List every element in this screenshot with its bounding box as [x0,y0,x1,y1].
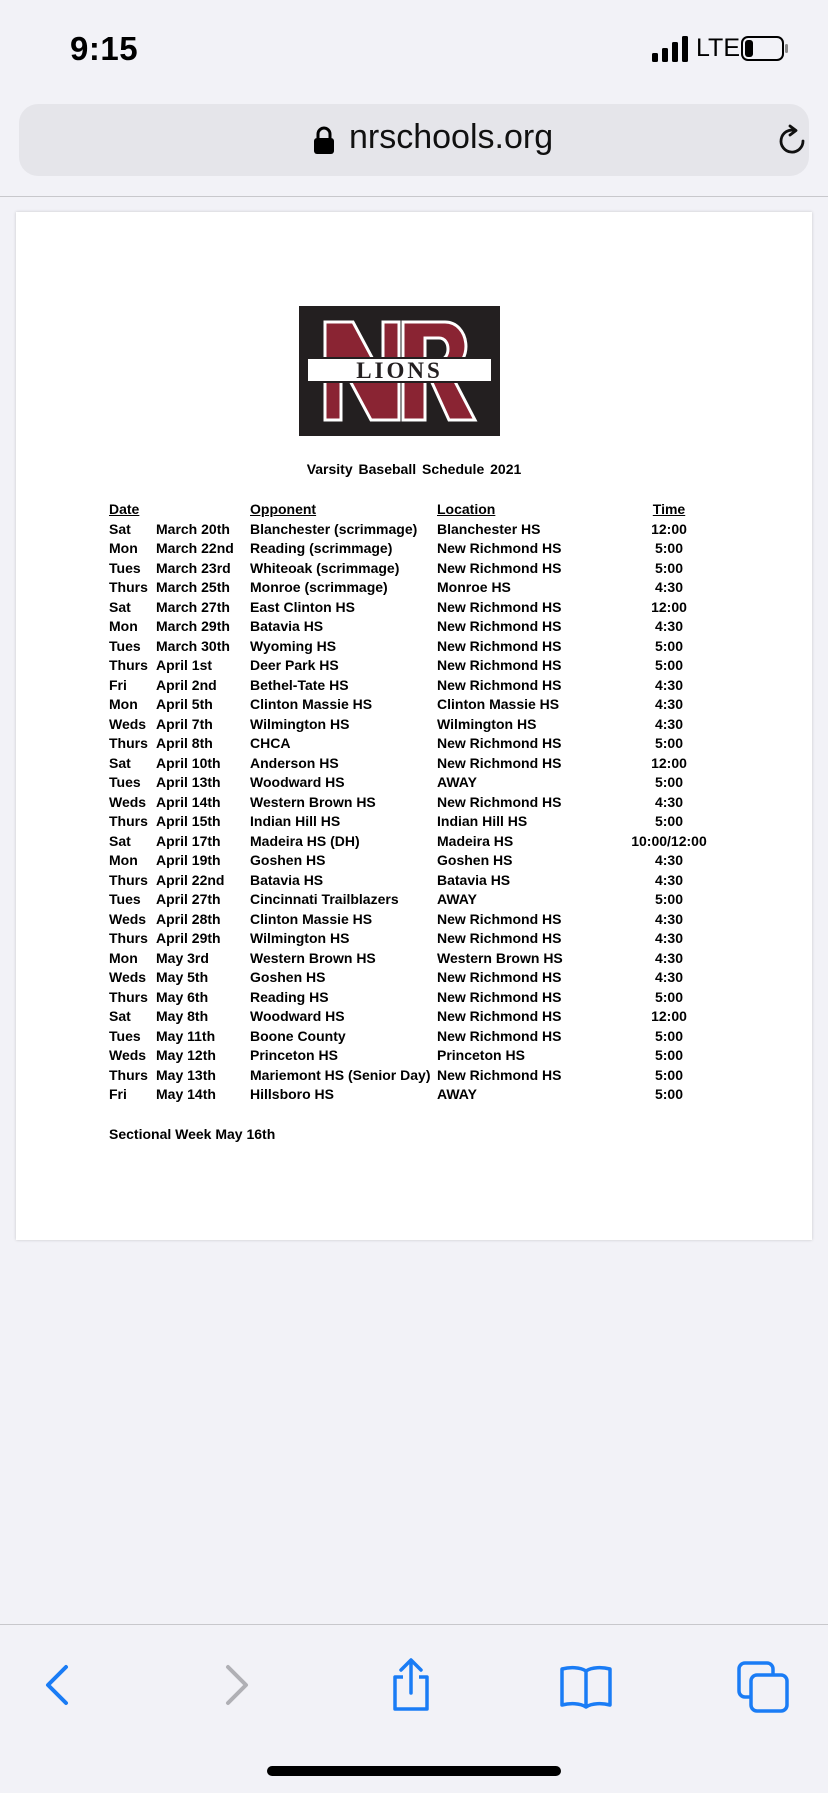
cell-location: New Richmond HS [437,559,562,576]
table-row [109,851,729,871]
reload-icon[interactable] [775,124,809,158]
table-row [109,559,729,579]
cell-opponent: Western Brown HS [250,949,376,966]
cell-location: Madeira HS [437,832,514,849]
table-row [109,578,729,598]
cell-location: New Richmond HS [437,793,562,810]
cell-time: 5:00 [654,1086,684,1102]
cell-date: May 11th [156,1027,216,1044]
table-row [109,832,729,852]
cell-location: New Richmond HS [437,969,562,985]
cell-location: Blanchester HS [437,520,541,537]
table-row [109,968,729,988]
cell-opponent: Western Brown HS [250,793,376,810]
cell-time: 4:30 [654,969,684,985]
cell-day: Mon [109,852,138,868]
cell-location: AWAY [437,1086,477,1102]
cell-day: Mon [109,949,138,966]
address-bar[interactable] [19,104,809,176]
cell-opponent: Reading (scrimmage) [250,540,393,556]
cell-location: New Richmond HS [437,1027,562,1044]
cell-time: 4:30 [654,715,684,732]
cell-opponent: Goshen HS [250,969,326,985]
cell-opponent: Clinton Massie HS [250,910,373,927]
network-type: LTE [696,34,740,62]
tabs-icon [733,1655,793,1715]
cell-opponent: Wyoming HS [250,637,337,654]
table-row [109,910,729,930]
cell-opponent: Deer Park HS [250,657,339,673]
cell-location: New Richmond HS [437,618,562,634]
cell-date: April 7th [156,715,213,732]
divider [0,196,828,197]
cell-opponent: Madeira HS (DH) [250,832,360,849]
cell-opponent: Bethel-Tate HS [250,676,349,693]
cell-time: 4:30 [654,618,684,634]
cell-location: Batavia HS [437,871,511,888]
table-row [109,1027,729,1047]
cell-day: Tues [109,1027,141,1044]
cell-location: New Richmond HS [437,1066,562,1083]
table-row [109,773,729,793]
cell-date: April 27th [156,891,221,907]
cell-date: April 15th [156,813,221,829]
cell-day: Weds [109,1047,147,1063]
schedule-table [109,500,729,1105]
cell-date: April 13th [156,774,221,790]
cell-location: New Richmond HS [437,754,562,771]
cell-opponent: Batavia HS [250,618,324,634]
cell-location: New Richmond HS [437,540,562,556]
cell-day: Mon [109,618,138,634]
chevron-left-icon [28,1655,88,1715]
cell-date: April 17th [156,832,221,849]
cell-day: Thurs [109,988,148,1005]
cell-opponent: Whiteoak (scrimmage) [250,559,400,576]
cell-date: May 13th [156,1066,216,1083]
cell-time: 5:00 [654,637,684,654]
cell-time: 12:00 [651,520,687,537]
tabs-button[interactable] [733,1655,793,1715]
table-row [109,1085,729,1105]
table-row [109,676,729,696]
cell-time: 5:00 [654,657,684,673]
signal-icon [652,36,690,62]
nr-lions-logo [299,306,500,436]
cell-time: 4:30 [654,930,684,946]
cell-location: Princeton HS [437,1047,525,1063]
cell-time: 5:00 [654,1047,684,1063]
cell-date: April 29th [156,930,221,946]
share-icon [381,1655,441,1715]
table-row [109,637,729,657]
cell-opponent: Reading HS [250,988,329,1005]
cell-location: Western Brown HS [437,949,563,966]
cell-date: April 5th [156,696,213,712]
table-row [109,812,729,832]
cell-date: April 2nd [156,676,217,693]
status-time: 9:15 [70,30,139,67]
status-bar [0,0,828,100]
cell-date: March 20th [156,520,230,537]
cell-location: Goshen HS [437,852,513,868]
cell-time: 12:00 [651,1008,687,1024]
table-row [109,929,729,949]
book-icon [556,1655,616,1715]
cell-date: May 6th [156,988,209,1005]
cell-day: Mon [109,540,138,556]
cell-date: March 23rd [156,559,231,576]
cell-location: AWAY [437,774,477,790]
cell-day: Fri [109,676,127,693]
cell-opponent: Cincinnati Trailblazers [250,891,399,907]
lock-icon [314,126,334,154]
table-row [109,949,729,969]
cell-time: 4:30 [654,910,684,927]
header-time: Time [652,501,686,517]
cell-day: Weds [109,969,147,985]
cell-opponent: Hillsboro HS [250,1086,335,1102]
cell-location: New Richmond HS [437,930,562,946]
svg-text:LIONS: LIONS [356,358,443,383]
table-row [109,1007,729,1027]
cell-opponent: Boone County [250,1027,346,1044]
cell-date: March 22nd [156,540,234,556]
cell-location: New Richmond HS [437,988,562,1005]
cell-date: April 19th [156,852,221,868]
cell-time: 5:00 [654,559,684,576]
table-row [109,539,729,559]
cell-day: Fri [109,1086,127,1102]
cell-opponent: Wilmington HS [250,715,350,732]
bookmarks-button[interactable] [556,1655,616,1715]
cell-day: Weds [109,793,147,810]
table-row [109,520,729,540]
cell-day: Sat [109,1008,131,1024]
cell-time: 4:30 [654,676,684,693]
table-row [109,890,729,910]
cell-opponent: Woodward HS [250,774,345,790]
cell-day: Weds [109,715,147,732]
cell-location: Clinton Massie HS [437,696,560,712]
cell-time: 5:00 [654,540,684,556]
cell-opponent: CHCA [250,735,291,751]
cell-date: March 29th [156,618,230,634]
sectional-note: Sectional Week May 16th [109,1126,276,1142]
back-button[interactable] [28,1655,88,1715]
cell-date: April 14th [156,793,221,810]
header-opponent: Opponent [250,501,317,517]
cell-location: New Richmond HS [437,598,562,615]
cell-day: Weds [109,910,147,927]
cell-day: Tues [109,891,141,907]
battery-icon [741,36,789,61]
cell-opponent: Monroe (scrimmage) [250,579,388,595]
cell-opponent: Clinton Massie HS [250,696,373,712]
cell-day: Thurs [109,657,148,673]
cell-time: 12:00 [651,754,687,771]
cell-location: Indian Hill HS [437,813,528,829]
cell-date: May 3rd [156,949,209,966]
cell-time: 5:00 [654,774,684,790]
cell-location: New Richmond HS [437,1008,562,1024]
cell-time: 5:00 [654,1027,684,1044]
cell-day: Mon [109,696,138,712]
table-row [109,617,729,637]
share-button[interactable] [381,1655,441,1715]
cell-opponent: Wilmington HS [250,930,350,946]
table-row [109,754,729,774]
cell-time: 5:00 [654,1066,684,1083]
table-row [109,715,729,735]
forward-button[interactable] [206,1655,266,1715]
home-indicator [267,1766,561,1776]
cell-time: 4:30 [654,871,684,888]
schedule-title: Varsity Baseball Schedule 2021 [306,461,522,477]
cell-day: Sat [109,520,131,537]
header-location: Location [437,501,496,517]
cell-time: 5:00 [654,988,684,1005]
cell-day: Tues [109,774,141,790]
cell-opponent: Woodward HS [250,1008,345,1024]
cell-time: 5:00 [654,891,684,907]
cell-day: Tues [109,559,141,576]
cell-date: April 22nd [156,871,225,888]
cell-day: Sat [109,598,131,615]
cell-day: Thurs [109,1066,148,1083]
cell-location: New Richmond HS [437,637,562,654]
url-text[interactable]: nrschools.org [349,118,554,156]
cell-time: 4:30 [654,949,684,966]
header-date: Date [109,501,140,517]
cell-date: March 25th [156,579,230,595]
table-header [109,500,729,520]
cell-day: Thurs [109,813,148,829]
cell-time: 4:30 [654,793,684,810]
cell-location: New Richmond HS [437,657,562,673]
table-row [109,695,729,715]
cell-location: Monroe HS [437,579,511,595]
table-row [109,656,729,676]
cell-day: Sat [109,832,131,849]
cell-opponent: Princeton HS [250,1047,338,1063]
cell-opponent: Goshen HS [250,852,326,868]
cell-date: April 1st [156,657,213,673]
table-row [109,1066,729,1086]
cell-opponent: Blanchester (scrimmage) [250,520,418,537]
cell-time: 10:00/12:00 [631,832,707,849]
cell-opponent: Mariemont HS (Senior Day) [250,1066,431,1083]
document-page [16,212,812,1240]
cell-location: Wilmington HS [437,715,537,732]
cell-date: April 28th [156,910,221,927]
cell-time: 4:30 [654,696,684,712]
table-row [109,793,729,813]
table-row [109,1046,729,1066]
cell-location: New Richmond HS [437,910,562,927]
cell-date: May 5th [156,969,209,985]
cell-time: 5:00 [654,813,684,829]
cell-date: March 27th [156,598,230,615]
table-row [109,734,729,754]
cell-day: Thurs [109,930,148,946]
chevron-right-icon [206,1655,266,1715]
cell-opponent: Anderson HS [250,754,339,771]
cell-date: April 8th [156,735,213,751]
table-row [109,988,729,1008]
cell-day: Tues [109,637,141,654]
cell-time: 4:30 [654,852,684,868]
cell-time: 12:00 [651,598,687,615]
cell-location: New Richmond HS [437,735,562,751]
cell-day: Thurs [109,871,148,888]
cell-date: May 12th [156,1047,216,1063]
cell-opponent: East Clinton HS [250,598,356,615]
cell-day: Sat [109,754,131,771]
cell-date: March 30th [156,637,230,654]
cell-location: New Richmond HS [437,676,562,693]
cell-opponent: Indian Hill HS [250,813,341,829]
cell-date: April 10th [156,754,221,771]
cell-date: May 14th [156,1086,216,1102]
cell-opponent: Batavia HS [250,871,324,888]
cell-day: Thurs [109,579,148,595]
table-row [109,598,729,618]
table-row [109,871,729,891]
cell-date: May 8th [156,1008,209,1024]
cell-day: Thurs [109,735,148,751]
cell-time: 5:00 [654,735,684,751]
cell-location: AWAY [437,891,477,907]
cell-time: 4:30 [654,579,684,595]
